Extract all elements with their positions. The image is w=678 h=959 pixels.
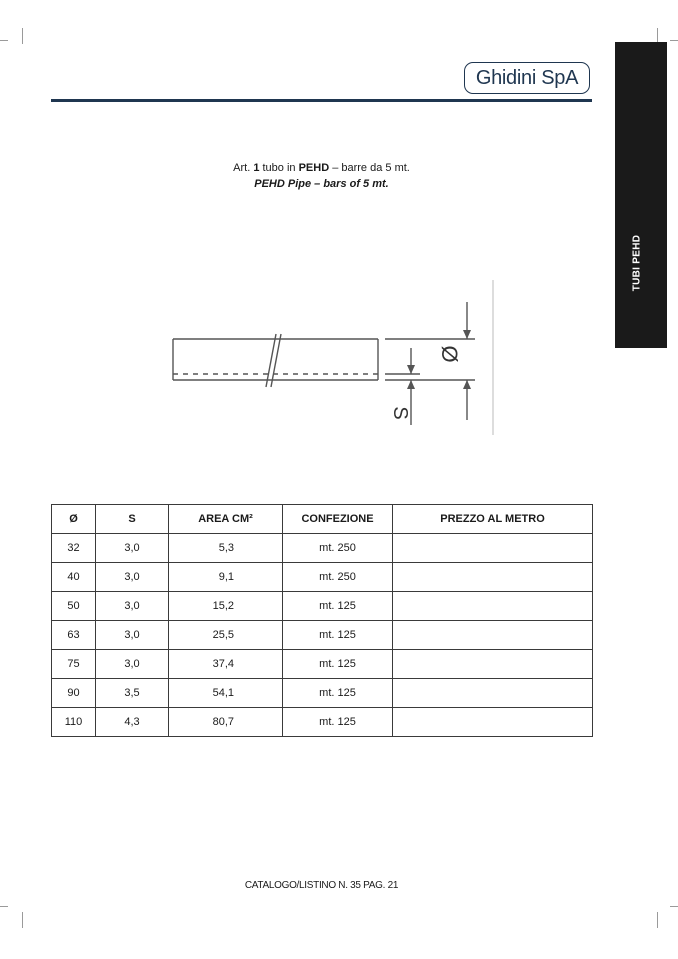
art-number: 1 [253,162,260,174]
title-middle: tubo in [259,162,299,174]
cell-price [393,650,593,679]
thickness-label: S [389,406,411,420]
break-mark [271,334,281,387]
crop-mark [670,906,678,907]
cell-thickness: 4,3 [96,708,169,737]
cell-packaging: mt. 125 [283,650,393,679]
table-row [52,534,593,563]
header-rule [51,99,592,102]
cell-packaging: mt. 125 [283,679,393,708]
cell-thickness: 3,0 [96,592,169,621]
cell-packaging: mt. 250 [283,534,393,563]
company-logo: Ghidini SpA [464,62,590,94]
cell-diameter: 110 [52,708,96,737]
crop-mark [670,40,678,41]
cell-diameter: 63 [52,621,96,650]
cell-area: 80,7 [169,708,283,737]
cell-price [393,708,593,737]
material-name: PEHD [298,162,330,174]
diameter-symbol: Ø [437,345,462,363]
cell-packaging: mt. 125 [283,621,393,650]
side-tab-label: TUBI PEHD [631,234,643,292]
price-table [51,504,593,737]
crop-mark [0,906,8,907]
cell-thickness: 3,0 [96,563,169,592]
column-header-thickness: S [96,505,169,534]
table-row [52,708,593,737]
table-row [52,592,593,621]
dimension-arrow [407,365,415,374]
cell-area: 9,1 [169,563,283,592]
dimension-arrow [407,380,415,389]
cell-area: 25,5 [169,621,283,650]
crop-mark [657,912,658,928]
crop-mark [0,40,8,41]
pipe-drawing [115,250,510,455]
cell-diameter: 75 [52,650,96,679]
cell-diameter: 32 [52,534,96,563]
cell-area: 5,3 [169,534,283,563]
table-row [52,679,593,708]
crop-mark [22,912,23,928]
cell-packaging: mt. 125 [283,708,393,737]
dimension-arrow [463,380,471,389]
article-title-english: PEHD Pipe – bars of 5 mt. [254,178,389,190]
cell-price [393,534,593,563]
column-header-diameter: Ø [52,505,96,534]
break-mark [266,334,276,387]
side-tab [615,42,667,348]
title-prefix: Art. [233,162,254,174]
page-footer: CATALOGO/LISTINO N. 35 PAG. 21 [244,880,399,891]
cell-price [393,621,593,650]
column-header-area: AREA CM² [169,505,283,534]
cell-diameter: 40 [52,563,96,592]
cell-packaging: mt. 250 [283,563,393,592]
table-row [52,650,593,679]
cell-area: 54,1 [169,679,283,708]
cell-diameter: 90 [52,679,96,708]
cell-price [393,592,593,621]
crop-mark [22,28,23,44]
column-header-price: PREZZO AL METRO [393,505,593,534]
cell-thickness: 3,0 [96,534,169,563]
cell-price [393,563,593,592]
dimension-arrow [463,330,471,339]
title-suffix: – barre da 5 mt. [329,162,410,174]
cell-thickness: 3,5 [96,679,169,708]
table-header-row [52,505,593,534]
cell-diameter: 50 [52,592,96,621]
cell-area: 37,4 [169,650,283,679]
column-header-packaging: CONFEZIONE [283,505,393,534]
table-row [52,621,593,650]
table-row [52,563,593,592]
cell-price [393,679,593,708]
cell-packaging: mt. 125 [283,592,393,621]
cell-thickness: 3,0 [96,621,169,650]
cell-area: 15,2 [169,592,283,621]
cell-thickness: 3,0 [96,650,169,679]
article-title [0,162,643,174]
